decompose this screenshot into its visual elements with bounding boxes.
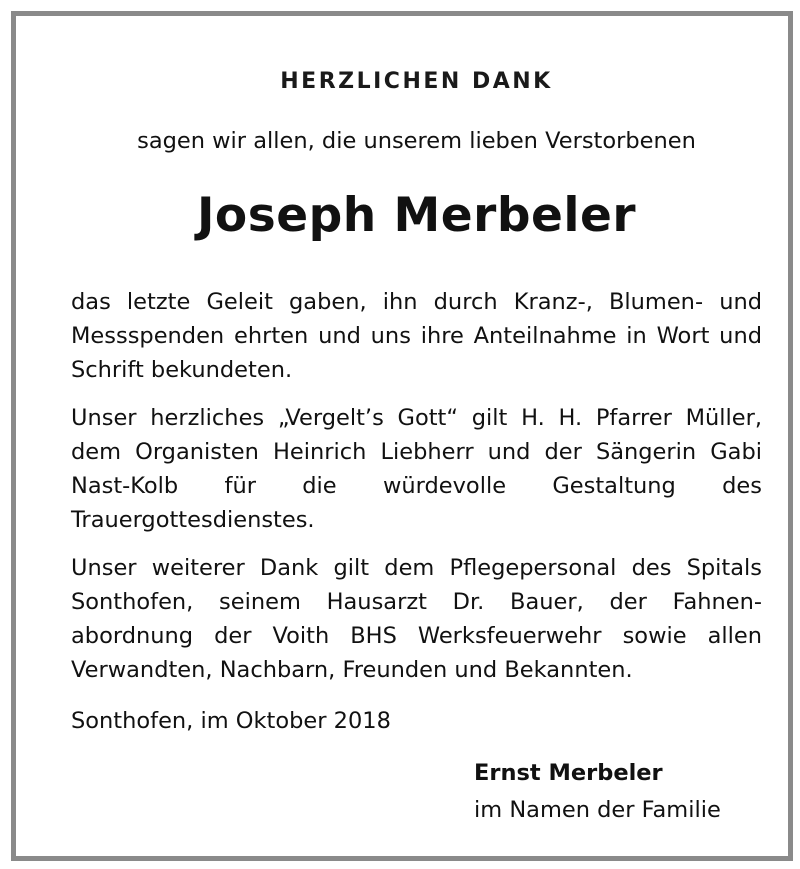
notice-heading: HERZLICHEN DANK (280, 69, 553, 94)
place-date: Sonthofen, im Oktober 2018 (71, 708, 391, 734)
paragraph-condolence: das letzte Geleit gaben, ihn durch Kranz-, Blumen- und Messspenden ehrten und uns ihre Anteilnahme in Wort und Schrift bekundeten. (71, 289, 762, 383)
signer-note: im Namen der Familie (474, 797, 721, 823)
paragraph-thanks-clergy: Unser herzliches „Vergelt’s Gott“ gilt H. H. Pfarrer Müller, dem Organisten Heinrich Liebherr und der Sängerin Gabi Nast-Kolb für die würdevolle Gestaltung des Trauergottesdienstes. (71, 405, 762, 533)
signer-name: Ernst Merbeler (474, 760, 663, 786)
intro-line: sagen wir allen, die unserem lieben Verstorbenen (137, 128, 696, 154)
notice-frame (11, 11, 793, 861)
deceased-name: Joseph Merbeler (196, 188, 637, 243)
paragraph-thanks-others: Unser weiterer Dank gilt dem Pflegepersonal des Spitals Sonthofen, seinem Hausarzt Dr. Bauer, der Fahnenabordnung der Voith BHS Werksfeuerwehr sowie allen Verwandten, Nachbarn, Freunden und Bekannten. (71, 555, 762, 683)
